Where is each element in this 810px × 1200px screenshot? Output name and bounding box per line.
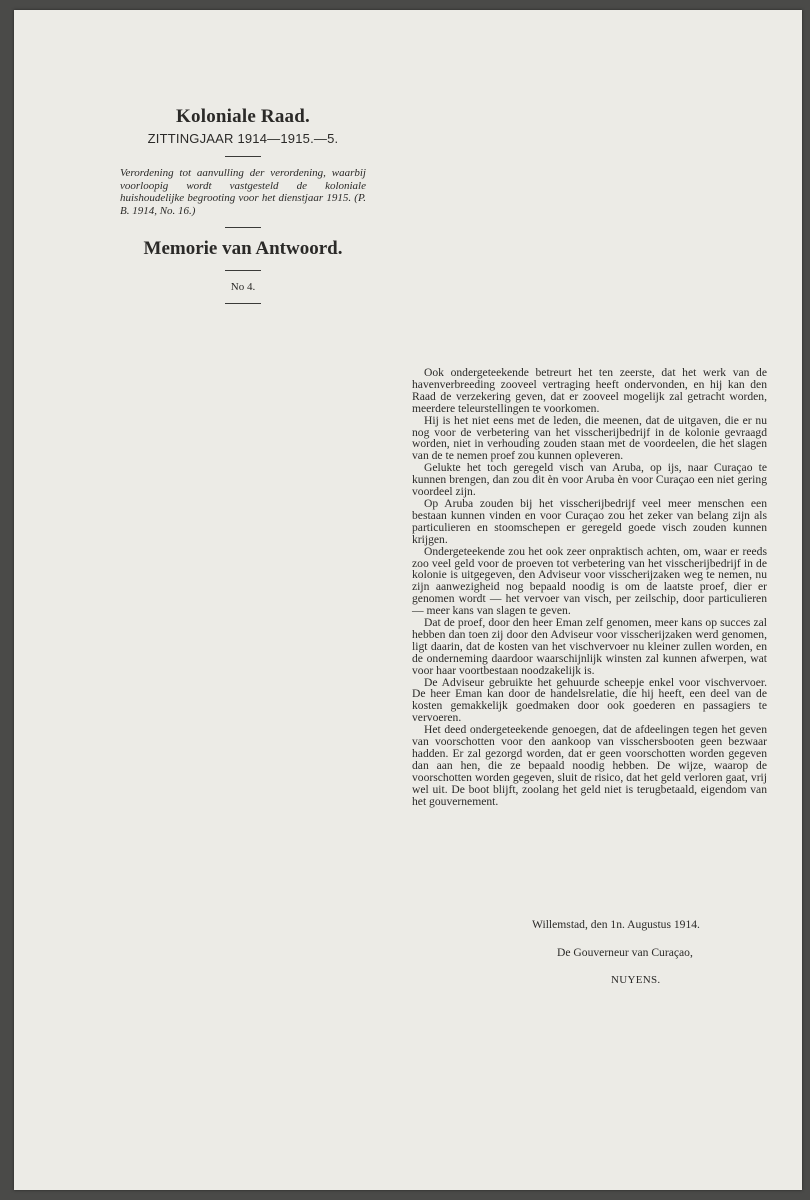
body-paragraph: Hij is het niet eens met de leden, die meenen, dat de uitgaven, die er nu nog voor de verbetering van het visscherijbedrijf in de kolonie gevraagd worden, niet in verhouding zouden staan met de voordeelen, die het slagen van de te nemen proef zou kunnen opleveren. xyxy=(412,413,767,463)
document-body xyxy=(412,367,767,808)
signature-name: NUYENS. xyxy=(611,974,661,986)
body-paragraph: Ondergeteekende zou het ook zeer onpraktisch achten, om, waar er reeds zoo veel geld voor de proeven tot verbetering van het visscherijbedrijf in de kolonie is uitgegeven, den Adviseur voor visscherijzaken weg te nemen, nu zijn aanwezigheid nog bepaald noodig is om de laatste proef, dier er genomen wordt — het vervoer van visch, per zeilschip, door particulieren — meer kans van slagen te geven. xyxy=(412,544,767,618)
document-page xyxy=(14,10,802,1190)
body-paragraph: De Adviseur gebruikte het gehuurde scheepje enkel voor vischvervoer. De heer Eman kan door de handelsrelatie, die hij heeft, een deel van de kosten gemakkelijk goedmaken door ook goederen en passagiers te vervoeren. xyxy=(412,675,767,725)
divider xyxy=(225,227,261,228)
body-paragraph: Gelukte het toch geregeld visch van Aruba, op ijs, naar Curaçao te kunnen brengen, dan zou dit èn voor Aruba èn voor Curaçao een niet gering voordeel zijn. xyxy=(412,461,767,499)
document-number: No 4. xyxy=(230,281,256,293)
body-paragraph: Ook ondergeteekende betreurt het ten zeerste, dat het werk van de havenverbreeding zooveel vertraging heeft ondervonden, en hij kan den Raad de verzekering geven, dat er zooveel mogelijk zal getracht worden, meerdere teleurstellingen te voorkomen. xyxy=(412,366,767,415)
body-paragraph: Dat de proef, door den heer Eman zelf genomen, meer kans op succes zal hebben dan toen zij door den Adviseur voor visscherijzaken werd genomen, ligt daarin, dat de kosten van het vischvervoer nu kleiner zullen worden, en de onderneming daardoor waarschijnlijk winsten zal kunnen afwerpen, wat voor haar voortbestaan noodzakelijk is. xyxy=(412,616,767,677)
document-header xyxy=(118,106,368,314)
body-paragraph: Het deed ondergeteekende genoegen, dat de afdeelingen tegen het geven van voorschotten voor den aankoop van visschersbooten geen bezwaar hadden. Er zal gezorgd worden, dat er geen voorschotten worden gegeven dan aan hen, die ze bepaald noodig hebben. De wijze, waarop de voorschotten worden gegeven, sluit de risico, dat het geld verloren gaat, vrij wel uit. De boot blijft, zoolang het geld niet is terugbetaald, eigendom van het gouvernement. xyxy=(412,723,767,808)
divider xyxy=(225,270,261,271)
place-date: Willemstad, den 1n. Augustus 1914. xyxy=(532,918,700,931)
session-year: ZITTINGJAAR 1914—1915.—5. xyxy=(147,131,339,146)
council-title: Koloniale Raad. xyxy=(176,106,310,127)
body-paragraph: Op Aruba zouden bij het visscherijbedrijf veel meer menschen een bestaan kunnen vinden en voor Curaçao zou het zeker van belang zijn als particulieren en stoomschepen er geregeld goede visch zouden kunnen krijgen. xyxy=(412,496,767,546)
divider xyxy=(225,156,261,157)
ordinance-description: Verordening tot aanvulling der verordening, waarbij voorloopig wordt vastgesteld de koloniale huishoudelijke begrooting voor het dienstjaar 1915. (P. B. 1914, No. 16.) xyxy=(120,167,366,217)
document-type: Memorie van Antwoord. xyxy=(143,238,343,259)
governor-title: De Gouverneur van Curaçao, xyxy=(557,946,693,959)
divider xyxy=(225,303,261,304)
